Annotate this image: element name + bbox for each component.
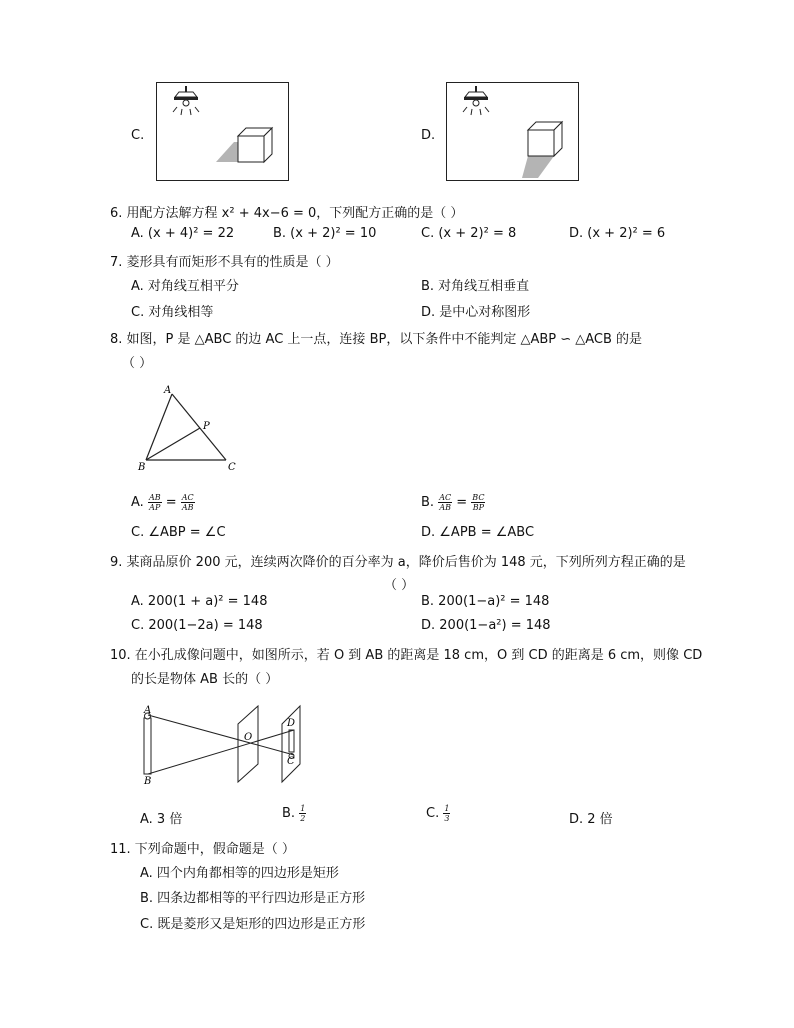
- q5-option-c-label: C.: [131, 128, 145, 143]
- q7-option-d: D. 是中心对称图形: [421, 305, 531, 320]
- cube-icon: [528, 122, 562, 156]
- fraction: $\frac{AB}{AP}$: [148, 493, 161, 512]
- q10-stem-line2: 的长是物体 AB 长的（ ）: [131, 672, 279, 687]
- q10-option-c: C. $\frac{1}{3}$: [426, 804, 450, 823]
- q7-stem: 7. 菱形具有而矩形不具有的性质是（ ）: [110, 255, 339, 270]
- q6-option-b: B. (x + 2)² = 10: [273, 226, 377, 241]
- q5-option-d-label: D.: [421, 128, 436, 143]
- q8-answer-paren: （ ）: [122, 356, 153, 371]
- fraction: $\frac{1}{2}$: [300, 804, 306, 823]
- q10-option-b: B. $\frac{1}{2}$: [282, 804, 306, 823]
- q10-pinhole-figure: [140, 702, 320, 788]
- q9-option-a: A. 200(1 + a)² = 148: [131, 594, 268, 609]
- q10-option-a: A. 3 倍: [140, 812, 183, 827]
- q9-option-b: B. 200(1−a)² = 148: [421, 594, 550, 609]
- fraction: $\frac{AC}{AB}$: [439, 493, 452, 512]
- q5-option-c-figure: [156, 82, 290, 182]
- q5-option-d-figure: [446, 82, 580, 182]
- q8-option-c: C. ∠ABP = ∠C: [131, 525, 226, 540]
- q6-option-d: D. (x + 2)² = 6: [569, 226, 666, 241]
- q8-option-d: D. ∠APB = ∠ABC: [421, 525, 535, 540]
- vertex-label-a: A: [164, 385, 172, 396]
- q6-option-a: A. (x + 4)² = 22: [131, 226, 235, 241]
- q7-option-a: A. 对角线互相平分: [131, 279, 239, 294]
- vertex-label-b: B: [138, 462, 146, 473]
- q9-option-c: C. 200(1−2a) = 148: [131, 618, 263, 633]
- q9-option-d: D. 200(1−a²) = 148: [421, 618, 551, 633]
- vertex-label-p: P: [203, 421, 210, 432]
- fraction: $\frac{1}{3}$: [444, 804, 450, 823]
- q10-stem-line1: 10. 在小孔成像问题中，如图所示，若 O 到 AB 的距离是 18 cm，O 到 CD 的距离是 6 cm，则像 CD: [110, 648, 703, 663]
- point-label-b: B: [144, 776, 152, 787]
- q11-option-c: C. 既是菱形又是矩形的四边形是正方形: [140, 917, 366, 932]
- point-label-o: O: [244, 732, 253, 743]
- fraction: $\frac{BC}{BP}$: [472, 493, 485, 512]
- cube-icon: [238, 128, 272, 162]
- q11-option-a: A. 四个内角都相等的四边形是矩形: [140, 866, 339, 881]
- fraction: $\frac{AC}{AB}$: [181, 493, 194, 512]
- q8-option-b: B. $\frac{AC}{AB}$ = $\frac{BC}{BP}$: [421, 493, 485, 512]
- q11-stem: 11. 下列命题中，假命题是（ ）: [110, 842, 295, 857]
- q10-option-d: D. 2 倍: [569, 812, 613, 827]
- point-label-a: A: [144, 705, 152, 716]
- point-label-d: D: [287, 718, 296, 729]
- point-label-c: C: [287, 756, 295, 767]
- q6-stem: 6. 用配方法解方程 x² + 4x−6 = 0，下列配方正确的是（ ）: [110, 206, 464, 221]
- q8-stem: 8. 如图，P 是 △ABC 的边 AC 上一点，连接 BP，以下条件中不能判定 △ABP ∽ △ACB 的是: [110, 332, 643, 347]
- q9-stem: 9. 某商品原价 200 元，连续两次降价的百分率为 a，降价后售价为 148 元，下列所列方程正确的是: [110, 555, 686, 570]
- q7-option-c: C. 对角线相等: [131, 305, 214, 320]
- q6-option-c: C. (x + 2)² = 8: [421, 226, 517, 241]
- q8-triangle-figure: [136, 384, 246, 474]
- q8-option-a: A. $\frac{AB}{AP}$ = $\frac{AC}{AB}$: [131, 493, 194, 512]
- q9-answer-paren: （ ）: [384, 578, 415, 593]
- q7-option-b: B. 对角线互相垂直: [421, 279, 530, 294]
- q11-option-b: B. 四条边都相等的平行四边形是正方形: [140, 891, 366, 906]
- vertex-label-c: C: [228, 462, 236, 473]
